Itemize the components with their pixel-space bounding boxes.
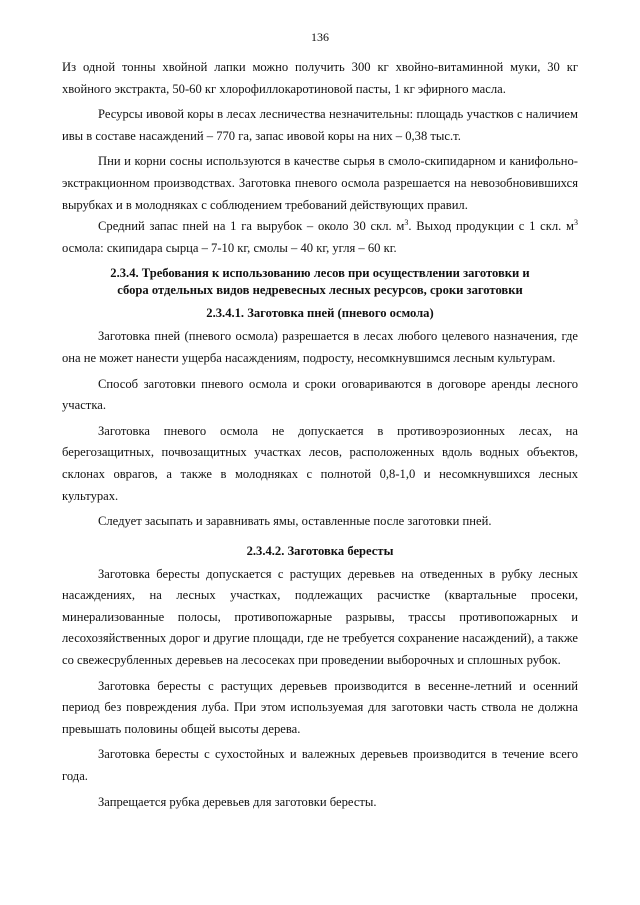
paragraph-stump-method: Способ заготовки пневого осмола и сроки оговариваются в договоре аренды лесного участка.: [62, 376, 578, 413]
stump-yield-text-2: . Выход продукции с 1 скл. м: [408, 219, 574, 234]
superscript-cubic-2: 3: [574, 218, 578, 228]
subsection-heading-stumps: 2.3.4.1. Заготовка пней (пневого осмола): [206, 306, 434, 321]
page-number: 136: [311, 30, 329, 44]
page-content: [62, 57, 578, 817]
paragraph-bark-allowed: Заготовка бересты допускается с растущих деревьев на отведенных в рубку лесных насаждениях, на лесных участках, подлежащих расчистке (квартальные просеки, минерализованные полосы, противопожарные разрывы, трассы противопожарных и лесохозяйственных дорог и другие площади, где не требуется сохранение насаждений), а также со свежесрубленных деревьев на лесосеках при проведении выборочных и сплошных рубок.: [62, 566, 578, 668]
subsection-heading-birch-bark: 2.3.4.2. Заготовка бересты: [246, 543, 394, 558]
superscript-cubic-1: 3: [404, 218, 409, 228]
paragraph-pine-stumps: Пни и корни сосны используются в качестве сырья в смоло-скипидарном и канифольно-экстракционном производствах. Заготовка пневого осмола разрешается на невозобновившихся вырубках и в молодняках с соблюдением требований действующих правил.: [62, 154, 578, 212]
paragraph-stump-prohibited: Заготовка пневого осмола не допускается в противоэрозионных лесах, на берегозащитных, почвозащитных участках лесов, расположенных вдоль водных объектов, склонах оврагов, а также в молодняках с полнотой 0,8-1,0 и несомкнувшихся лесных культурах.: [62, 423, 578, 503]
paragraph-stump-harvest-allowed: Заготовка пней (пневого осмола) разрешается в лесах любого целевого назначения, где она не может нанести ущерба насаждениям, подросту, несомкнувшимся лесным культурам.: [62, 329, 578, 365]
stump-yield-text-3: осмола: скипидара сырца – 7-10 кг, смолы – 40 кг, угля – 60 кг.: [62, 240, 397, 255]
paragraph-bark-season: Заготовка бересты с растущих деревьев производится в весенне-летний и осенний период без повреждения луба. При этом используемая для заготовки часть ствола не должна превышать половины общей высоты дерева.: [62, 678, 578, 736]
paragraph-willow-bark: Ресурсы ивовой коры в лесах лесничества незначительны: площадь участков с наличием ивы в составе насаждений – 770 га, запас ивовой коры на них – 0,38 тыс.т.: [62, 107, 578, 143]
stump-yield-text-1: Средний запас пней на 1 га вырубок – около 30 скл. м: [98, 219, 405, 234]
paragraph-needle-products: Из одной тонны хвойной лапки можно получить 300 кг хвойно-витаминной муки, 30 кг хвойного экстракта, 50-60 кг хлорофиллокаротиновой пасты, 1 кг эфирного масла.: [62, 60, 578, 96]
section-heading-line-1: 2.3.4. Требования к использованию лесов при осуществлении заготовки и: [110, 266, 530, 281]
section-heading-line-2: сбора отдельных видов недревесных лесных ресурсов, сроки заготовки: [117, 283, 523, 298]
paragraph-stump-yield: [62, 216, 578, 259]
paragraph-bark-felling-prohibited: Запрещается рубка деревьев для заготовки бересты.: [98, 794, 377, 809]
section-heading: [62, 265, 578, 299]
paragraph-bark-deadwood: Заготовка бересты с сухостойных и валежных деревьев производится в течение всего года.: [62, 747, 578, 784]
paragraph-stump-pits: Следует засыпать и заравнивать ямы, оставленные после заготовки пней.: [98, 514, 492, 529]
